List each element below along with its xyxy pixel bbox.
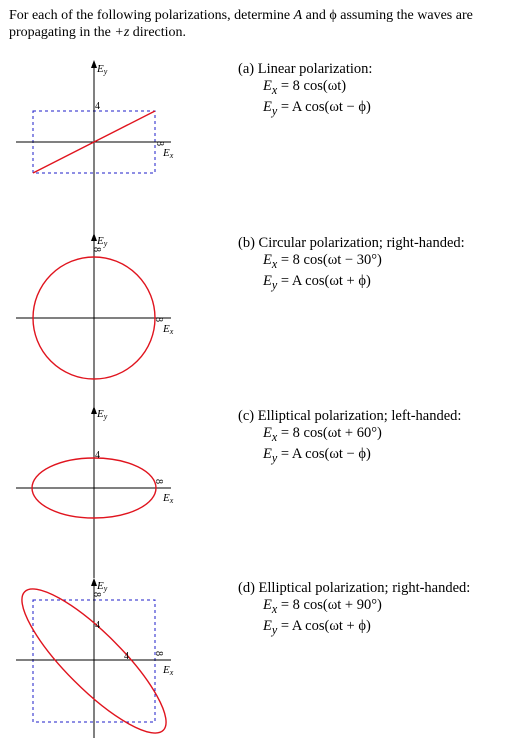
problem-d-ex-equation: $E_x = 8$ cos(ωt + 90°) (263, 597, 382, 616)
ey-axis-label-c: Ey (97, 408, 108, 421)
problem-d-title: (d) Elliptical polarization; right-handed: (238, 580, 471, 596)
ey-axis-label-d: Ey (97, 580, 108, 593)
tick-label-d-ex-4: 4 (124, 651, 129, 662)
ex-axis-label-a: Ex (163, 147, 174, 160)
tick-label-d-ey-4: 4 (95, 620, 100, 631)
figure-c (16, 406, 174, 578)
problem-c-title: (c) Elliptical polarization; left-handed: (238, 408, 462, 424)
intro-var-a: A (293, 8, 303, 23)
intro-text: For each of the following polarizations, determine (9, 8, 294, 23)
problem-d (238, 580, 470, 639)
figure-a (16, 60, 174, 235)
problem-c-ey-equation: $E_y = A$ cos(ωt − ϕ) (263, 445, 371, 465)
figure-d (5, 572, 183, 741)
tick-label-d-ey-8: 8 (91, 592, 102, 597)
problem-a-ex-equation: $E_x = 8$ cos(ωt) (263, 78, 347, 97)
figure-b (16, 233, 174, 408)
problem-b (238, 235, 465, 294)
intro-text: and (302, 8, 330, 23)
problem-c-ex-equation: $E_x = 8$ cos(ωt + 60°) (263, 425, 382, 444)
problem-a-ey-equation: $E_y = A$ cos(ωt − ϕ) (263, 98, 371, 118)
problem-b-ey-equation: $E_y = A$ cos(ωt + ϕ) (263, 272, 371, 292)
intro-direction: +z (114, 25, 130, 40)
ey-axis-label-b: Ey (97, 235, 108, 248)
tick-label-c-4: 4 (95, 450, 100, 461)
intro-text: direction. (129, 25, 187, 40)
tick-label-a-4: 4 (95, 101, 100, 112)
problem-a (238, 61, 372, 120)
tick-label-b-ex-8: 8 (153, 317, 164, 322)
ex-axis-label-c: Ex (163, 492, 174, 505)
intro-var-phi: ϕ (329, 8, 337, 23)
problem-d-ey-equation: $E_y = A$ cos(ωt + ϕ) (263, 617, 371, 637)
ex-axis-label-d: Ex (163, 664, 174, 677)
tick-label-d-ex-8: 8 (153, 651, 164, 656)
tick-label-c-8: 8 (153, 479, 164, 484)
problem-b-ex-equation: $E_x = 8$ cos(ωt − 30°) (263, 252, 382, 271)
ey-axis-label-a: Ey (97, 63, 108, 76)
tick-label-a-8: 8 (154, 141, 165, 146)
tick-label-b-ey-8: 8 (91, 247, 102, 252)
problem-c (238, 408, 461, 467)
problem-b-title: (b) Circular polarization; right-handed: (238, 235, 465, 251)
problem-a-title: (a) Linear polarization: (238, 61, 373, 77)
intro-text: assuming the waves are propagating in the (9, 8, 473, 40)
ex-axis-label-b: Ex (163, 323, 174, 336)
